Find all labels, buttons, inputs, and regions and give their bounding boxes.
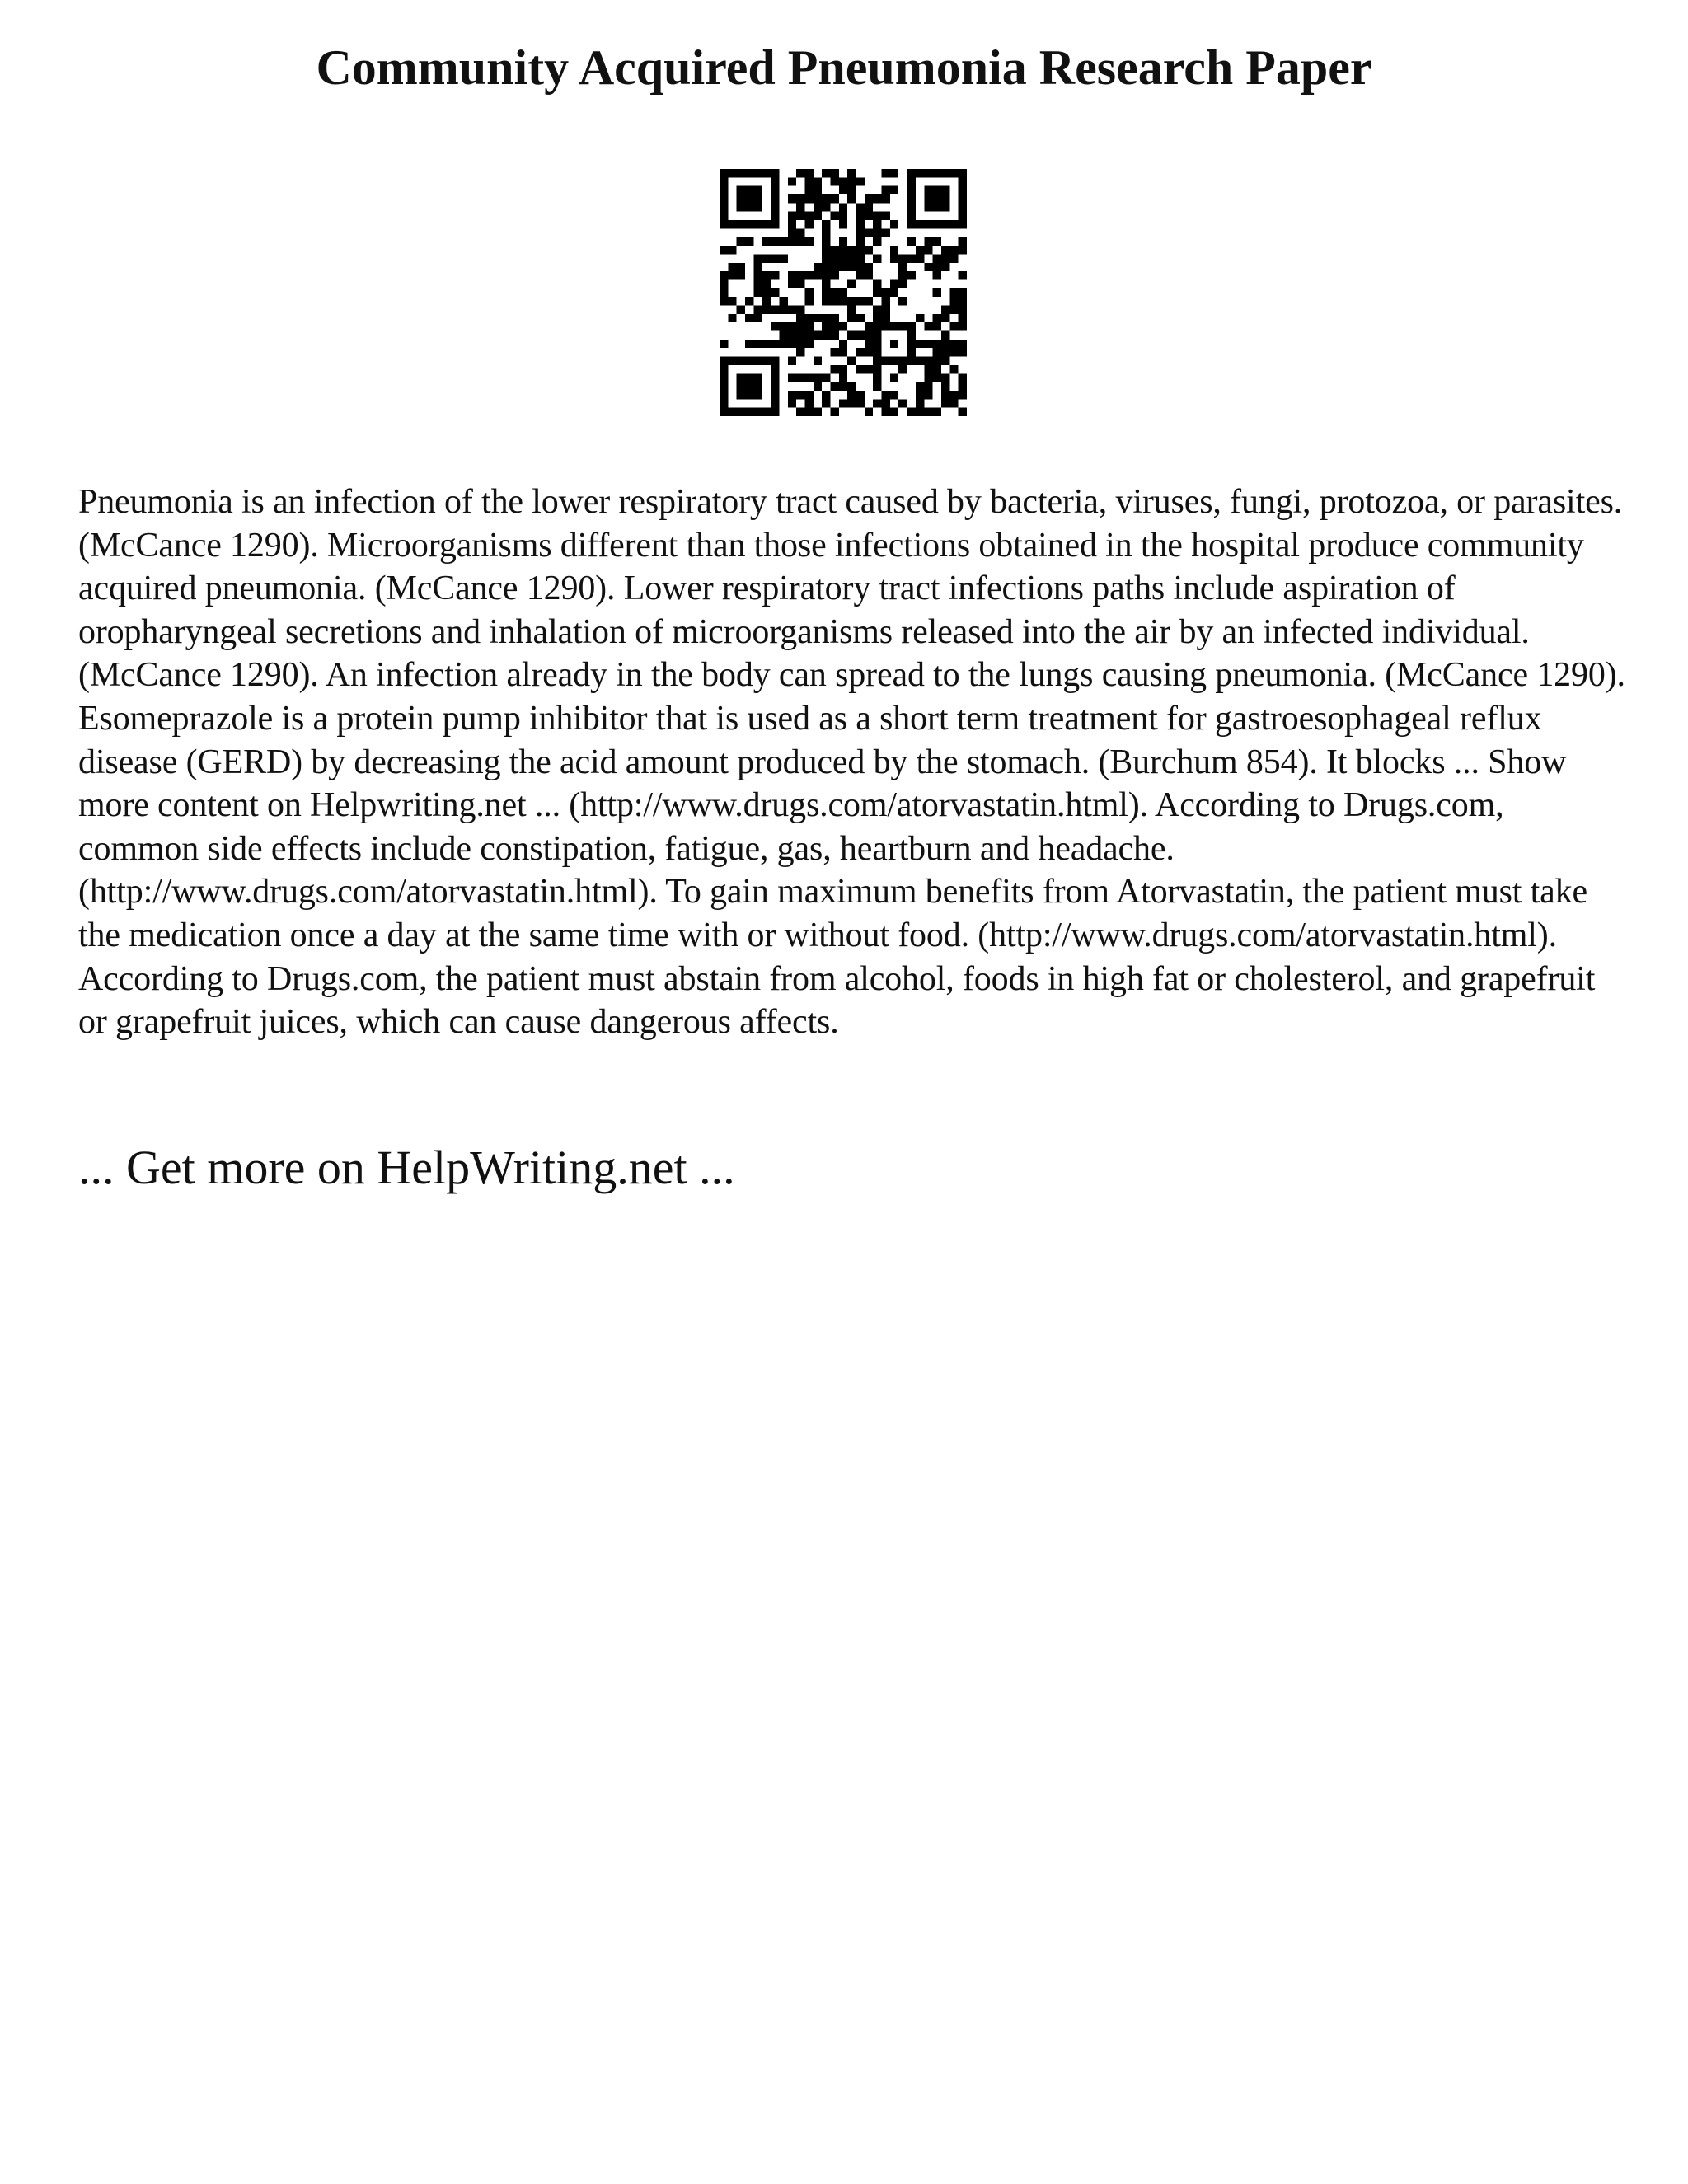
- page-title: Community Acquired Pneumonia Research Paper: [316, 40, 1372, 95]
- body-paragraph: Pneumonia is an infection of the lower respiratory tract caused by bacteria, viruses, fungi, protozoa, or parasites. (McCance 1290). Microorganisms different than those infections obtained in the hospital produce community acquired pneumonia. (McCance 1290). Lower respiratory tract infections paths include aspiration of oropharyngeal secretions and inhalation of microorganisms released into the air by an infected individual. (McCance 1290). An infection already in the body can spread to the lungs causing pneumonia. (McCance 1290). Esomeprazole is a protein pump inhibitor that is used as a short term treatment for gastroesophageal reflux disease (GERD) by decreasing the acid amount produced by the stomach. (Burchum 854). It blocks ... Show more content on Helpwriting.net ... (http://www.drugs.com/atorvastatin.html). According to Drugs.com, common side effects include constipation, fatigue, gas, heartburn and headache. (http://www.drugs.com/atorvastatin.html). To gain maximum benefits from Atorvastatin, the patient must take the medication once a day at the same time with or without food. (http://www.drugs.com/atorvastatin.html). According to Drugs.com, the patient must abstain from alcohol, foods in high fat or cholesterol, and grapefruit or grapefruit juices, which can cause dangerous affects.: [78, 483, 1625, 1042]
- qr-code-icon: [720, 169, 967, 416]
- get-more-link[interactable]: ... Get more on HelpWriting.net ...: [78, 1141, 735, 1194]
- qr-code-graphic: [720, 169, 967, 416]
